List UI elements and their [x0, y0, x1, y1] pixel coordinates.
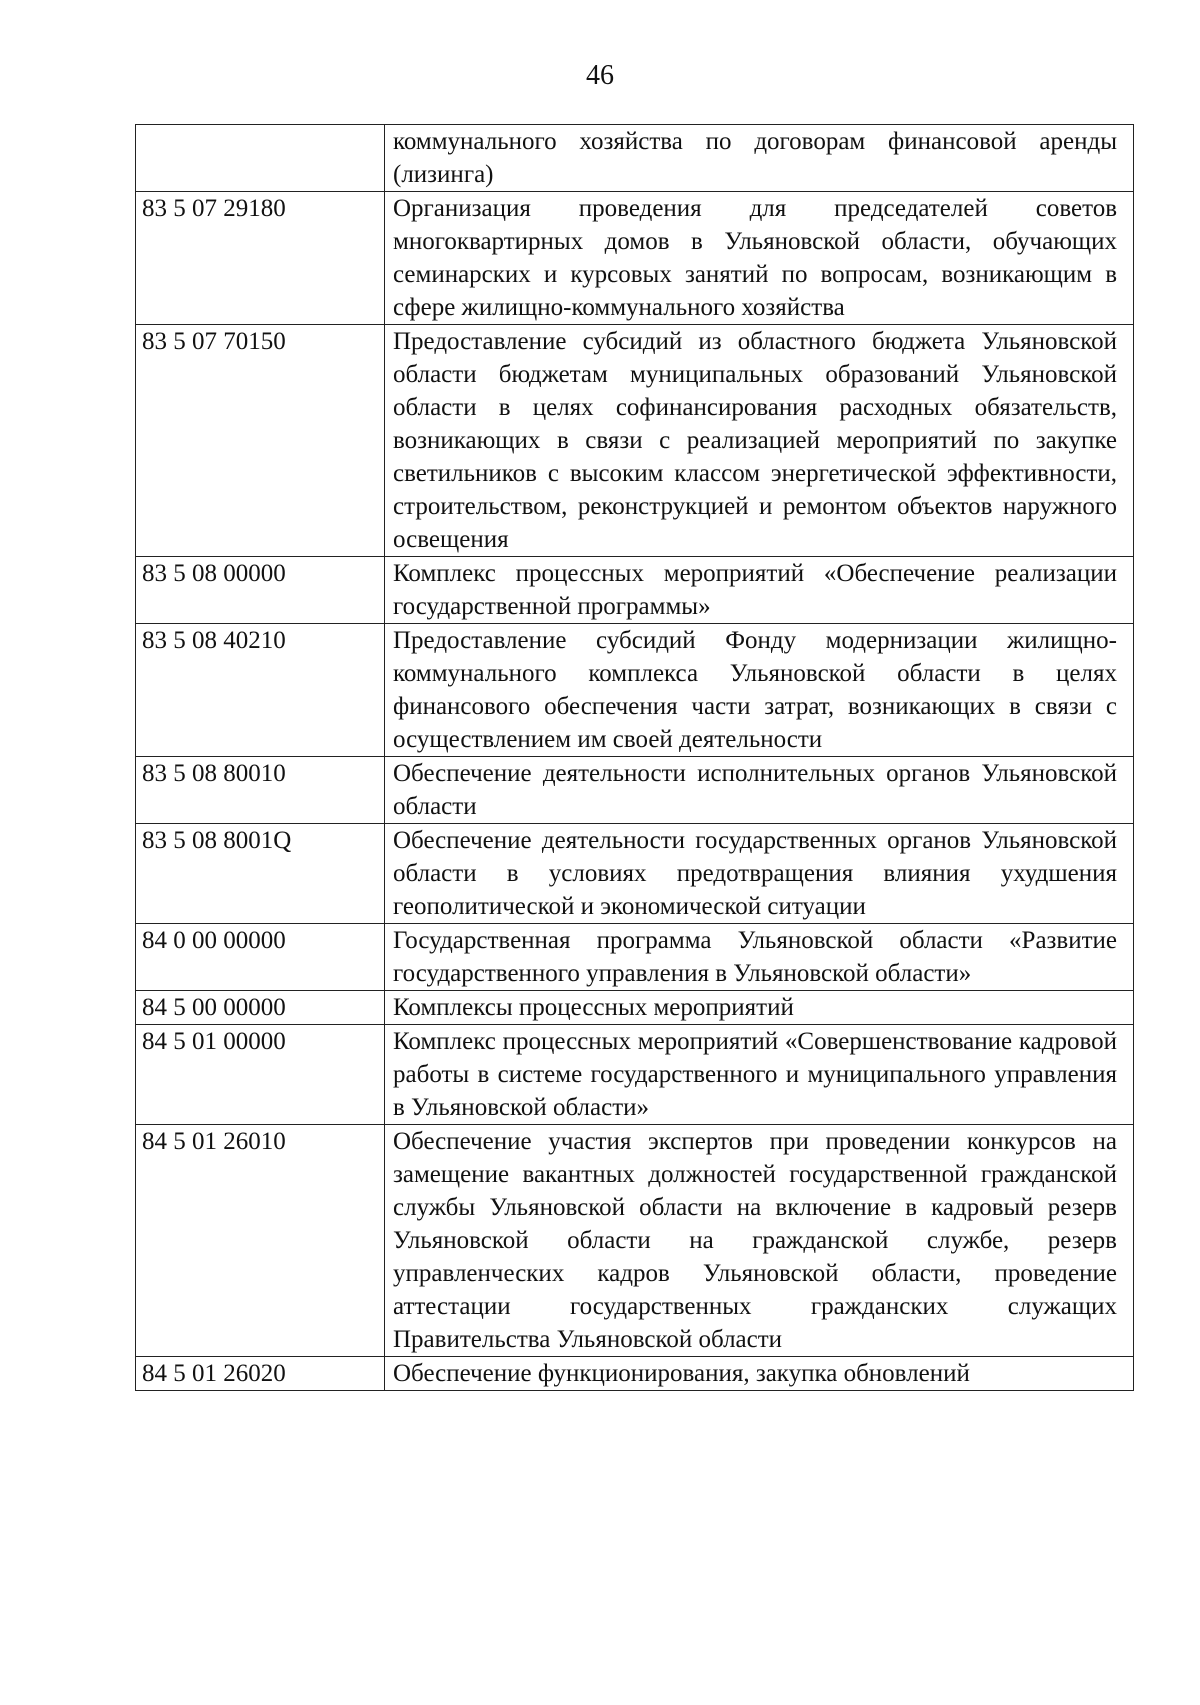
row-description: Организация проведения для председателей советов многоквартирных домов в Ульяновской области, обучающих семинарских и курсовых занятий по вопросам, возникающим в сфере жилищно-коммунального хозяйства [385, 192, 1134, 325]
table-row [136, 1025, 1134, 1125]
row-description: Предоставление субсидий Фонду модернизации жилищно-коммунального комплекса Ульяновской области в целях финансового обеспечения части затрат, возникающих в связи с осуществлением им своей деятельности [385, 624, 1134, 757]
row-code: 83 5 08 8001Q [136, 824, 385, 924]
table-row [136, 1125, 1134, 1357]
row-code [136, 125, 385, 192]
row-description: Обеспечение функционирования, закупка обновлений [385, 1357, 1134, 1391]
table-row [136, 624, 1134, 757]
table-row [136, 125, 1134, 192]
row-code: 84 5 01 26010 [136, 1125, 385, 1357]
row-code: 84 0 00 00000 [136, 924, 385, 991]
table-row [136, 991, 1134, 1025]
row-code: 84 5 01 00000 [136, 1025, 385, 1125]
row-description: Комплексы процессных мероприятий [385, 991, 1134, 1025]
table-row [136, 557, 1134, 624]
row-description: Обеспечение участия экспертов при проведении конкурсов на замещение вакантных должностей государственной гражданской службы Ульяновской области на включение в кадровый резерв Ульяновской области на гражданской службе, резерв управленческих кадров Ульяновской области, проведение аттестации государственных гражданских служащих Правительства Ульяновской области [385, 1125, 1134, 1357]
row-code: 83 5 08 40210 [136, 624, 385, 757]
budget-codes-table [135, 124, 1134, 1391]
row-description: Государственная программа Ульяновской области «Развитие государственного управления в Ульяновской области» [385, 924, 1134, 991]
row-description: Предоставление субсидий из областного бюджета Ульяновской области бюджетам муниципальных образований Ульяновской области в целях софинансирования расходных обязательств, возникающих в связи с реализацией мероприятий по закупке светильников с высоким классом энергетической эффективности, строительством, реконструкцией и ремонтом объектов наружного освещения [385, 325, 1134, 557]
page-number: 46 [586, 60, 614, 91]
row-description: коммунального хозяйства по договорам финансовой аренды (лизинга) [385, 125, 1134, 192]
row-description: Комплекс процессных мероприятий «Обеспечение реализации государственной программы» [385, 557, 1134, 624]
row-code: 83 5 07 29180 [136, 192, 385, 325]
row-description: Комплекс процессных мероприятий «Совершенствование кадровой работы в системе государственного и муниципального управления в Ульяновской области» [385, 1025, 1134, 1125]
row-description: Обеспечение деятельности государственных органов Ульяновской области в условиях предотвращения влияния ухудшения геополитической и экономической ситуации [385, 824, 1134, 924]
row-description: Обеспечение деятельности исполнительных органов Ульяновской области [385, 757, 1134, 824]
table-row [136, 325, 1134, 557]
table-row [136, 924, 1134, 991]
row-code: 83 5 08 00000 [136, 557, 385, 624]
table-row [136, 757, 1134, 824]
row-code: 83 5 07 70150 [136, 325, 385, 557]
row-code: 84 5 01 26020 [136, 1357, 385, 1391]
row-code: 83 5 08 80010 [136, 757, 385, 824]
table-row [136, 824, 1134, 924]
table-row [136, 192, 1134, 325]
row-code: 84 5 00 00000 [136, 991, 385, 1025]
table-row [136, 1357, 1134, 1391]
